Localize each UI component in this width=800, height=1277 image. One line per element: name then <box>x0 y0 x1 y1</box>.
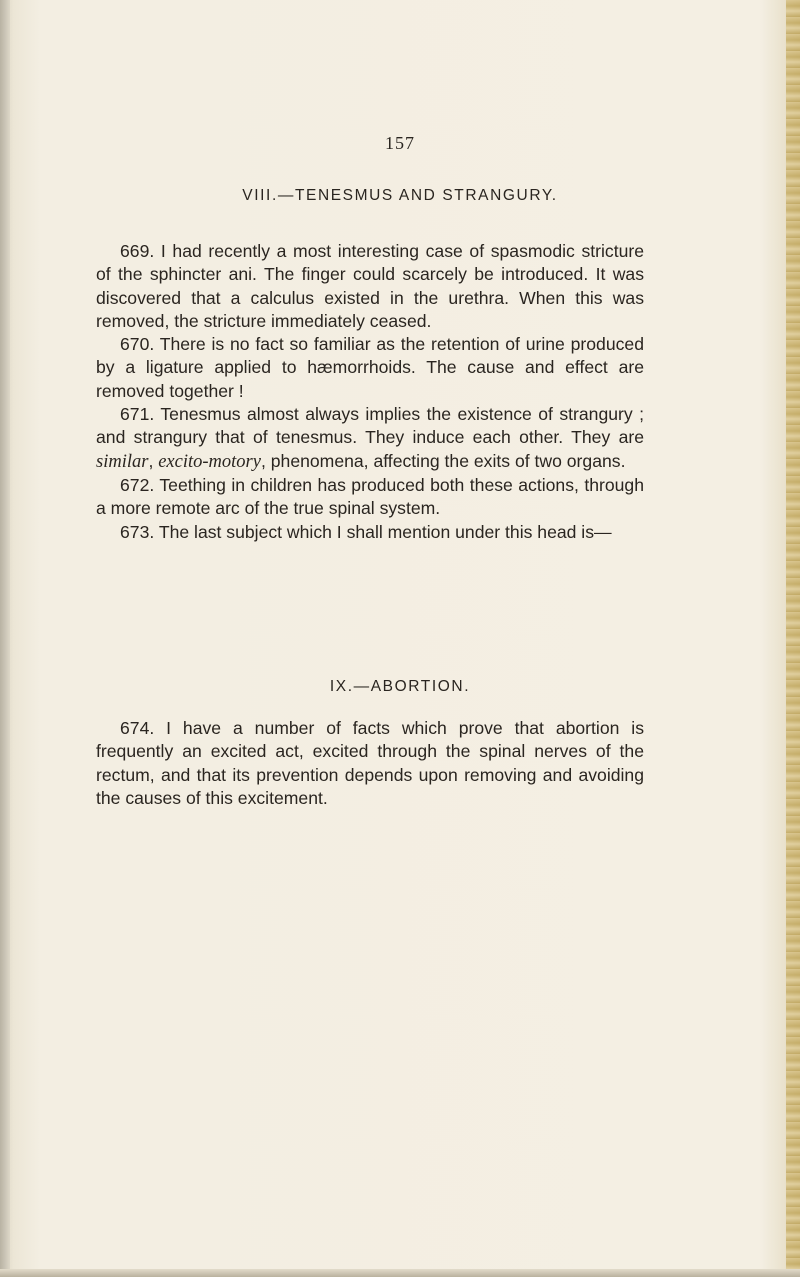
paragraph-671 <box>96 403 644 474</box>
section-heading-tenesmus: VIII.—TENESMUS AND STRANGURY. <box>242 187 558 204</box>
paragraph-text: I have a number of facts which prove that abortion is frequently an excited act, excited through the spinal nerves of the rectum, and that its prevention depends upon removing and avoiding the causes of this excitement. <box>96 718 645 808</box>
paragraph-text-end: , phenomena, affecting the exits of two organs. <box>260 450 626 471</box>
paragraph-669 <box>96 240 644 333</box>
paragraph-text: There is no fact so familiar as the retention of urine produced by a ligature applied to hæmorrhoids. The cause and effect are removed together ! <box>96 334 644 401</box>
paragraph-number: 670. <box>120 334 155 355</box>
page-bottom-edge <box>0 1269 800 1277</box>
paragraph-674 <box>96 717 644 810</box>
paragraph-672 <box>96 474 644 521</box>
page-number: 157 <box>385 133 415 153</box>
paragraph-text: I had recently a most interesting case of spasmodic stricture of the sphincter ani. The finger could scarcely be introduced. It was discovered that a calculus existed in the urethra. When this was removed, the stricture immediately ceased. <box>96 241 645 331</box>
italic-term-excito-motory: excito-motory <box>158 451 261 472</box>
paragraph-number: 671. <box>120 404 155 425</box>
section-heading-abortion: IX.—ABORTION. <box>329 678 471 695</box>
paragraph-text: Teething in children has produced both these actions, through a more remote arc of the true spinal system. <box>96 474 644 519</box>
section-body-abortion <box>96 717 644 810</box>
paragraph-673 <box>96 521 644 544</box>
paragraph-text: The last subject which I shall mention under this head is— <box>158 521 612 542</box>
paragraph-670 <box>96 333 644 403</box>
paragraph-number: 673. <box>120 521 155 542</box>
section-body-tenesmus <box>96 240 644 544</box>
paragraph-text: Tenesmus almost always implies the existence of strangury ; and strangury that of tenesmus. They induce each other. They are <box>96 404 644 448</box>
paragraph-number: 672. <box>120 474 155 495</box>
paragraph-number: 674. <box>120 718 155 738</box>
italic-term-similar: similar <box>96 451 149 472</box>
paragraph-number: 669. <box>120 241 155 261</box>
paragraph-text-sep: , <box>148 450 159 471</box>
